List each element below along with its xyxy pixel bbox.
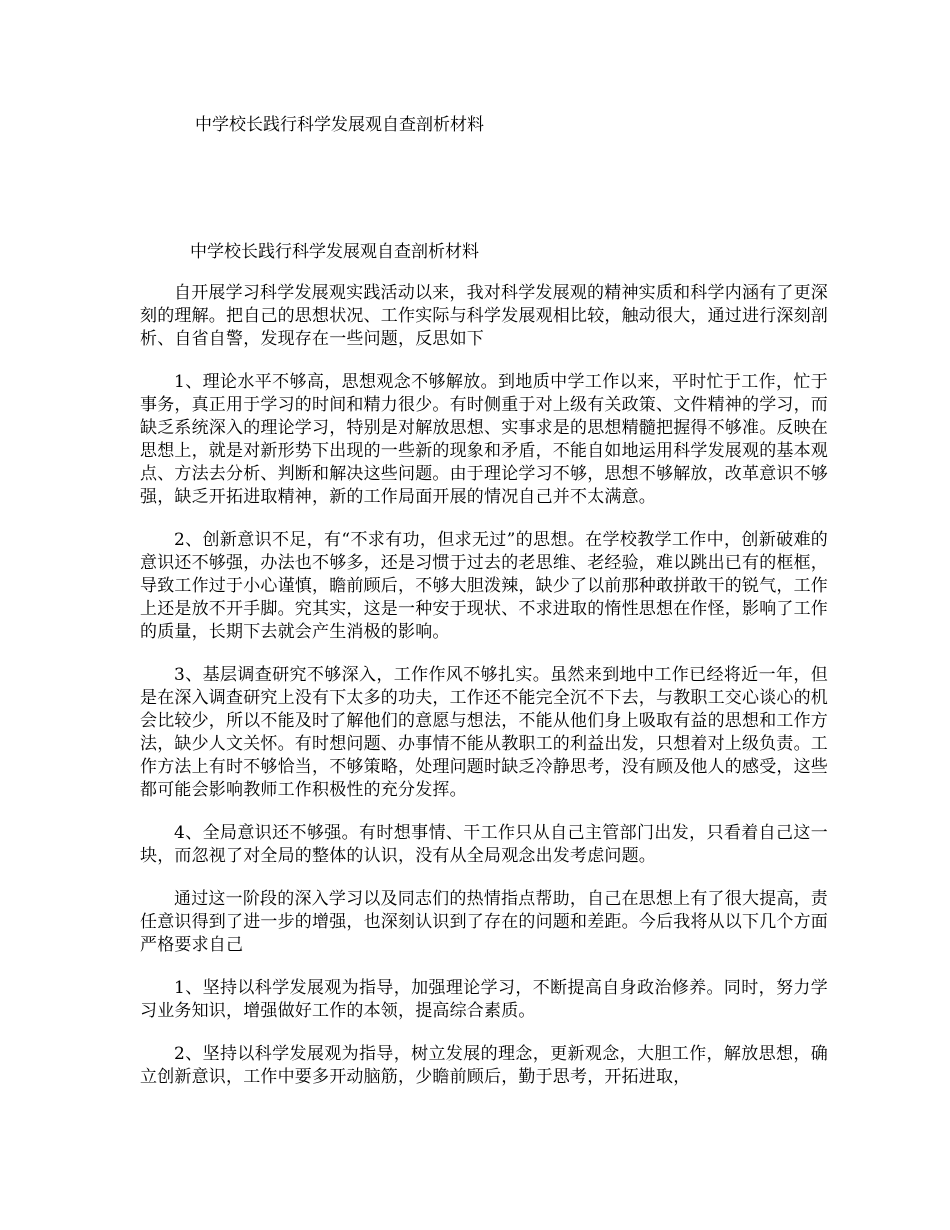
document-header: 中学校长践行科学发展观自查剖析材料 — [195, 115, 484, 135]
paragraph-issue-1: 1、理论水平不够高，思想观念不够解放。到地质中学工作以来，平时忙于工作，忙于事务，真正用于学习的时间和精力很少。有时侧重于对上级有关政策、文件精神的学习，而缺乏系统深入的理论学习，特别是对解放思想、实事求是的思想精髓把握得不够准。反映在思想上，就是对新形势下出现的一些新的现象和矛盾，不能自如地运用科学发展观的基本观点、方法去分析、判断和解决这些问题。由于理论学习不够，思想不够解放，改革意识不够强，缺乏开拓进取精神，新的工作局面开展的情况自己并不太满意。 — [140, 372, 828, 507]
paragraph-plan-1: 1、坚持以科学发展观为指导，加强理论学习，不断提高自身政治修养。同时，努力学习业务知识，增强做好工作的本领，提高综合素质。 — [140, 978, 828, 1021]
paragraph-issue-4: 4、全局意识还不够强。有时想事情、干工作只从自己主管部门出发，只看着自己这一块，而忽视了对全局的整体的认识，没有从全局观念出发考虑问题。 — [140, 823, 828, 866]
paragraph-plan-2: 2、坚持以科学发展观为指导，树立发展的理念，更新观念，大胆工作，解放思想，确立创新意识，工作中要多开动脑筋，少瞻前顾后，勤于思考，开拓进取， — [140, 1044, 828, 1087]
paragraph-intro: 自开展学习科学发展观实践活动以来，我对科学发展观的精神实质和科学内涵有了更深刻的理解。把自己的思想状况、工作实际与科学发展观相比较，触动很大，通过进行深刻剖析、自省自警，发现存在一些问题，反思如下 — [140, 283, 828, 349]
document-body — [140, 282, 828, 1109]
document-title: 中学校长践行科学发展观自查剖析材料 — [190, 242, 479, 262]
paragraph-issue-2: 2、创新意识不足，有“不求有功，但求无过”的思想。在学校教学工作中，创新破难的意识还不够强，办法也不够多，还是习惯于过去的老思维、老经验，难以跳出已有的框框，导致工作过于小心谨慎，瞻前顾后，不够大胆泼辣，缺少了以前那种敢拼敢干的锐气，工作上还是放不开手脚。究其实，这是一种安于现状、不求进取的惰性思想在作怪，影响了工作的质量，长期下去就会产生消极的影响。 — [140, 530, 828, 642]
paragraph-transition: 通过这一阶段的深入学习以及同志们的热情指点帮助，自己在思想上有了很大提高，责任意识得到了进一步的增强，也深刻认识到了存在的问题和差距。今后我将从以下几个方面严格要求自己 — [140, 889, 828, 955]
paragraph-issue-3: 3、基层调查研究不够深入，工作作风不够扎实。虽然来到地中工作已经将近一年，但是在深入调查研究上没有下太多的功夫，工作还不能完全沉不下去，与教职工交心谈心的机会比较少，所以不能及时了解他们的意愿与想法，不能从他们身上吸取有益的思想和工作方法，缺少人文关怀。有时想问题、办事情不能从教职工的利益出发，只想着对上级负责。工作方法上有时不够恰当，不够策略，处理问题时缺乏冷静思考，没有顾及他人的感受，这些都可能会影响教师工作积极性的充分发挥。 — [140, 665, 828, 800]
